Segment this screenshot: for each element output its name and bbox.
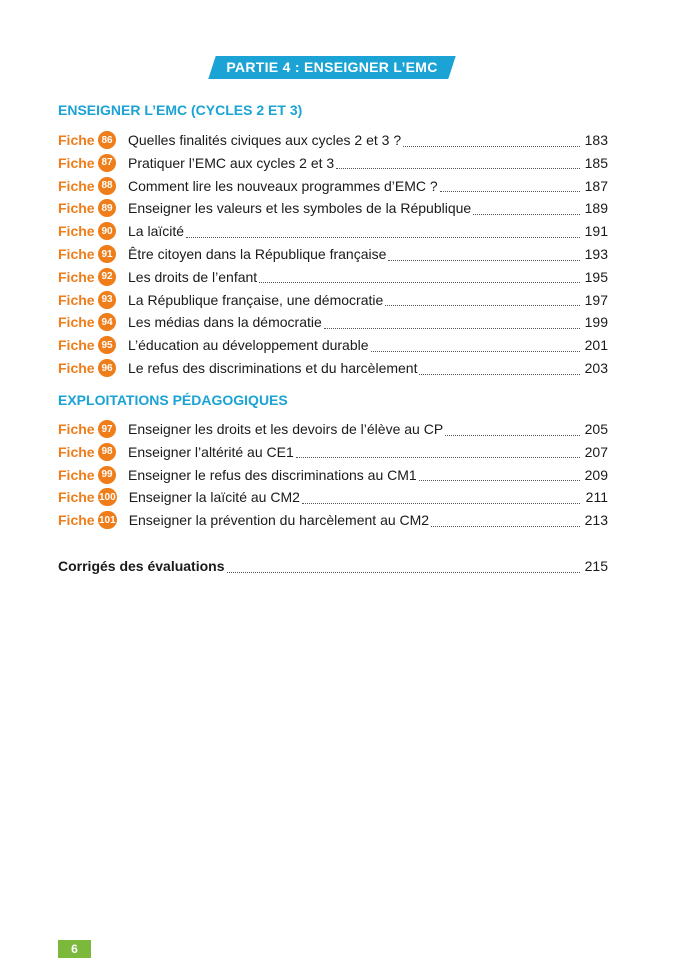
toc-entry-corriges[interactable] — [58, 556, 608, 576]
section-heading: ENSEIGNER L’EMC (CYCLES 2 ET 3) — [58, 102, 303, 118]
dot-leader — [227, 560, 580, 573]
entry-title: Enseigner les droits et les devoirs de l’élève au CP — [128, 421, 444, 437]
dot-leader — [473, 202, 580, 215]
toc-entry[interactable] — [58, 221, 608, 241]
fiche-label: Fiche — [58, 154, 95, 171]
page-number: 6 — [58, 940, 91, 958]
entry-page: 185 — [584, 154, 608, 171]
dot-leader — [445, 423, 580, 436]
fiche-number-badge: 86 — [98, 131, 116, 149]
toc-entry[interactable] — [58, 244, 608, 264]
entry-title: La laïcité — [128, 223, 185, 240]
entry-page: 193 — [584, 246, 608, 262]
toc-entry[interactable] — [58, 358, 608, 378]
entry-page: 207 — [584, 443, 608, 460]
fiche-number-badge: 87 — [98, 154, 116, 172]
dot-leader — [371, 339, 580, 352]
entry-title: Quelles finalités civiques aux cycles 2 et 3 ? — [128, 132, 402, 148]
fiche-label: Fiche — [58, 200, 95, 217]
fiche-number-badge: 88 — [98, 177, 116, 195]
fiche-number-badge: 95 — [98, 336, 116, 354]
dot-leader — [324, 316, 580, 329]
fiche-number-badge: 96 — [98, 359, 116, 377]
entry-title: Pratiquer l’EMC aux cycles 2 et 3 — [128, 154, 335, 171]
fiche-number-badge: 97 — [98, 420, 116, 438]
fiche-number-badge: 89 — [98, 199, 116, 217]
toc-entry[interactable] — [58, 487, 608, 507]
toc-entry[interactable] — [58, 153, 608, 173]
part-banner: PARTIE 4 : ENSEIGNER L’EMC — [226, 59, 438, 75]
dot-leader — [186, 225, 580, 238]
fiche-number-badge: 94 — [98, 313, 116, 331]
fiche-number-badge: 91 — [98, 245, 116, 263]
dot-leader — [385, 293, 580, 306]
fiche-label: Fiche — [58, 489, 95, 506]
entry-page: 199 — [584, 314, 608, 331]
fiche-number-badge: 100 — [98, 488, 117, 506]
entry-title: Corrigés des évaluations — [58, 558, 225, 574]
fiche-label: Fiche — [58, 223, 95, 240]
entry-page: 183 — [584, 132, 608, 148]
entry-title: Être citoyen dans la République française — [128, 246, 387, 262]
toc-entry[interactable] — [58, 465, 608, 485]
dot-leader — [419, 362, 580, 375]
entry-page: 211 — [585, 489, 608, 506]
entry-page: 213 — [584, 512, 608, 529]
toc-entry[interactable] — [58, 176, 608, 196]
entry-page: 189 — [584, 200, 608, 217]
dot-leader — [419, 468, 580, 481]
dot-leader — [431, 514, 580, 527]
toc-entry[interactable] — [58, 335, 608, 355]
fiche-number-badge: 90 — [98, 222, 116, 240]
entry-title: Enseigner la laïcité au CM2 — [128, 489, 300, 506]
fiche-label: Fiche — [58, 360, 95, 376]
fiche-label: Fiche — [58, 421, 95, 437]
entry-title: Le refus des discriminations et du harcèlement — [128, 360, 418, 376]
toc-entry[interactable] — [58, 442, 608, 462]
entry-title: Les médias dans la démocratie — [128, 314, 322, 331]
dot-leader — [336, 156, 580, 169]
dot-leader — [440, 179, 580, 192]
dot-leader — [259, 270, 580, 283]
toc-entry[interactable] — [58, 312, 608, 332]
fiche-label: Fiche — [58, 246, 95, 262]
fiche-number-badge: 92 — [98, 268, 116, 286]
fiche-label: Fiche — [58, 512, 95, 529]
dot-leader — [403, 134, 580, 147]
entry-title: L’éducation au développement durable — [128, 337, 369, 354]
dot-leader — [388, 248, 580, 261]
entry-title: Enseigner la prévention du harcèlement au CM2 — [128, 512, 430, 529]
fiche-label: Fiche — [58, 314, 95, 331]
fiche-label: Fiche — [58, 337, 95, 354]
fiche-label: Fiche — [58, 443, 95, 460]
entry-page: 209 — [584, 466, 608, 483]
entry-page: 201 — [584, 337, 608, 354]
entry-page: 203 — [584, 360, 608, 376]
fiche-number-badge: 98 — [98, 443, 116, 461]
section-heading: EXPLOITATIONS PÉDAGOGIQUES — [58, 392, 288, 408]
entry-page: 187 — [584, 177, 608, 194]
entry-page: 205 — [584, 421, 608, 437]
toc-entry[interactable] — [58, 267, 608, 287]
entry-page: 197 — [584, 291, 608, 308]
fiche-label: Fiche — [58, 268, 95, 285]
fiche-label: Fiche — [58, 466, 95, 483]
fiche-number-badge: 101 — [98, 511, 117, 529]
fiche-number-badge: 93 — [98, 291, 116, 309]
toc-entry[interactable] — [58, 419, 608, 439]
entry-title: Enseigner les valeurs et les symboles de la République — [128, 200, 472, 217]
entry-title: Enseigner le refus des discriminations au CM1 — [128, 466, 417, 483]
entry-title: Les droits de l’enfant — [128, 268, 258, 285]
entry-page: 215 — [584, 558, 608, 574]
toc-entry[interactable] — [58, 290, 608, 310]
fiche-label: Fiche — [58, 132, 95, 148]
fiche-number-badge: 99 — [98, 466, 116, 484]
fiche-label: Fiche — [58, 291, 95, 308]
entry-title: Comment lire les nouveaux programmes d’EMC ? — [128, 177, 438, 194]
dot-leader — [296, 445, 580, 458]
toc-entry[interactable] — [58, 510, 608, 530]
entry-title: Enseigner l’altérité au CE1 — [128, 443, 294, 460]
toc-entry[interactable] — [58, 198, 608, 218]
toc-entry[interactable] — [58, 130, 608, 150]
entry-title: La République française, une démocratie — [128, 291, 384, 308]
dot-leader — [302, 491, 580, 504]
entry-page: 191 — [584, 223, 608, 240]
entry-page: 195 — [584, 268, 608, 285]
fiche-label: Fiche — [58, 177, 95, 194]
